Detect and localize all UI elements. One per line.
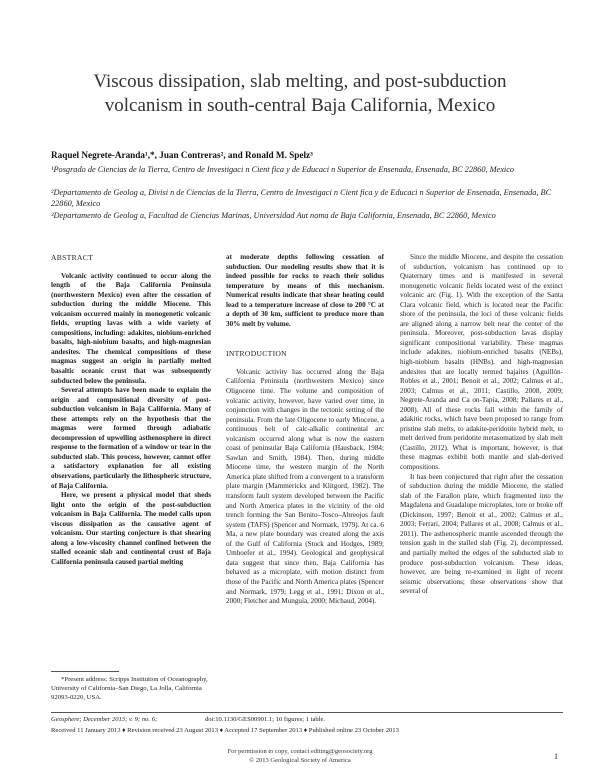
- abstract-paragraph-continued: at moderate depths following cessation of subduction. Our modeling results show that it is indeed possible for rocks to reach their solidus temperature by means of this mechanism. Numerical results indicate that shear heating could lead to a temperature increase of close to 200 °C at a depth of 30 km, sufficient to produce more than 30% melt by volume.: [226, 253, 384, 328]
- title-line-1: Viscous dissipation, slab melting, and post-subduction: [93, 71, 507, 92]
- right-column: [400, 253, 563, 597]
- affiliation-2: ²Departamento de Geolog a, Divisi n de Ciencias de la Tierra, Centro de Investigaci n Cient fica y de Educaci n Superior de Ensenada, Ensenada, BC 22860, Mexico: [51, 188, 552, 208]
- middle-column: [226, 253, 384, 607]
- abstract-paragraph: Several attempts have been made to explain the origin and compositional diversity of post-subduction volcanism in Baja California. Many of these attempts rely on the hypothesis that the magmas were formed through adiabatic decompression of upwelling asthenosphere in direct response to the formation of a window or tear in the subducted slab. This process, however, cannot offer a satisfactory explanation for all existing observations, particularly the lithospheric structure, of Baja California.: [51, 386, 211, 490]
- affiliation-1: ¹Posgrado de Ciencias de la Tierra, Centro de Investigaci n Cient fica y de Educaci n Superior de Ensenada, Ensenada, BC 22860, Mexico: [51, 165, 515, 174]
- publication-dates: Received 11 January 2013 ♦ Revision received 23 August 2013 ♦ Accepted 17 September 2013 ♦ Published online 23 October 2013: [51, 727, 399, 734]
- title-line-2: volcanism in south-central Baja California, Mexico: [104, 95, 496, 116]
- footnote-divider: [51, 671, 119, 672]
- copyright-line: © 2013 Geological Society of America: [249, 756, 351, 764]
- abstract-column: [51, 253, 211, 568]
- introduction-paragraph: Volcanic activity has occurred along the Baja California Peninsula (northwestern Mexico) since Oligocene time. The volume and composition of volcanic activity, however, have varied over time, in conjunction with changes in the tectonic setting of the peninsula. From the late Oligocene to early Miocene, a continuous belt of calc-alkalic continental arc volcanism occurred along what is now the eastern coast of peninsular Baja California (Hausback, 1984; Sawlan and Smith, 1984). Then, during middle Miocene time, the western margin of the North America plate shifted from a convergent to a transform plate margin (Mammerickx and Klitgord, 1982). The transform fault system developed between the Pacific and North America plates in the vicinity of the old trench forming the San Benito–Tosco–Abreojos fault system (TAFS) (Spencer and Normark, 1979). At ca. 6 Ma, a new plate boundary was created along the axis of the Gulf of California (Stock and Hodges, 1989; Umhoefer et al., 1994). Geological and geophysical data suggest that since then, Baja California has behaved as a microplate, with motion distinct from those of the Pacific and North America plates (Spencer and Normark, 1979; Legg et al., 1991; Dixon et al., 2000; Fletcher and Munguía, 2000; Michaud, 2004).: [226, 367, 384, 606]
- permission-line: For permission to copy, contact editing@geosociety.org: [227, 748, 373, 755]
- footnote: [51, 675, 214, 702]
- introduction-paragraph: It has been conjectured that right after the cessation of subduction during the middle Miocene, the stalled slab of the Farallon plate, which fragmented into the Magdalena and Guadalupe microplates, tore or broke off (Dickinson, 1997; Benoit et al., 2002; Calmus et al., 2003; Ferrari, 2004; Pallares et al., 2008; Calmus et al., 2011). The asthenospheric mantle ascended through the tension gash in the stalled slab (Fig. 2), decompressed, and partially melted the edges of the subducted slab to produce post-subduction volcanism. These ideas, however, are being re-examined in light of recent seismic observations; these observations show that several of: [400, 472, 563, 596]
- author-list: Raquel Negrete-Aranda¹,*, Juan Contreras², and Ronald M. Spelz³: [51, 150, 313, 160]
- footnote-text: *Present address: Scripps Institution of Oceanography, University of California–San Diego, La Jolla, California 92093-0220, USA.: [51, 676, 208, 701]
- abstract-paragraph: Volcanic activity continued to occur along the length of the Baja California Peninsula (northwestern Mexico) even after the cessation of subduction during the middle Miocene. This volcanism occurred mainly in monogenetic volcanic fields, erupting lavas with a wide variety of compositions, including: adakites, niobium-enriched basalts, high-niobium basalts, and high-magnesian andesites. The chemical compositions of these magmas suggest an origin in partially melted basaltic oceanic crust that was subsequently subducted below the peninsula.: [51, 271, 211, 385]
- affiliation-3: ³Departamento de Geolog a, Facultad de Ciencias Marinas, Universidad Aut noma de Baja California, Ensenada, BC 22860, Mexico: [51, 211, 496, 220]
- abstract-paragraph: Here, we present a physical model that sheds light onto the origin of the post-subduction volcanism in Baja California. The model calls upon viscous dissipation as the causative agent of volcanism. Our starting conjecture is that shearing along a low-viscosity channel confined between the stalled oceanic slab and continental crust of Baja California peninsula caused partial melting: [51, 491, 211, 566]
- paper-title: [60, 70, 540, 118]
- journal-info: Geosphere; December 2013; v. 9; no. 6;: [51, 716, 158, 723]
- doi-text: doi:10.1130/GES00901.1; 10 figures; 1 table.: [205, 716, 326, 723]
- introduction-paragraph: Since the middle Miocene, and despite the cessation of subduction, volcanism has continued up to Quaternary times and is manifested in several monogenetic volcanic fields located west of the extinct volcanic arc (Fig. 1). With the exception of the Santa Clara volcanic field, which is located near the Pacific shore of the peninsula, the loci of these volcanic fields are aligned along a narrow belt near the center of the peninsula. Moreover, post-subduction lavas display significant compositional variability. These magmas include adakites, niobium-enriched basalts (NEBs), high-niobium basalts (HNBs), and high-magnesian andesites that are locally termed bajaites (Aguillón-Robles et al., 2001; Benoit et al., 2002; Calmus et al., 2003; Calmus et al., 2011; Castillo, 2008, 2009; Negrete-Aranda and Ca on-Tapia, 2008; Pallares et al., 2008). All of these rocks fall within the family of adakitic rocks, which have been proposed to range from pristine slab melts, to adakite-peridotite hybrid melt, to melt derived from peridotite metasomatized by slab melt (Castillo, 2012). What is important, however, is that these magmas exhibit both mantle and slab-derived compositions.: [400, 253, 563, 472]
- page-number: 1: [554, 752, 558, 761]
- abstract-heading: ABSTRACT: [51, 253, 94, 262]
- copyright-footer: [150, 748, 450, 765]
- journal-citation: [51, 716, 326, 723]
- metadata-divider: [51, 712, 563, 713]
- introduction-heading: INTRODUCTION: [226, 349, 287, 359]
